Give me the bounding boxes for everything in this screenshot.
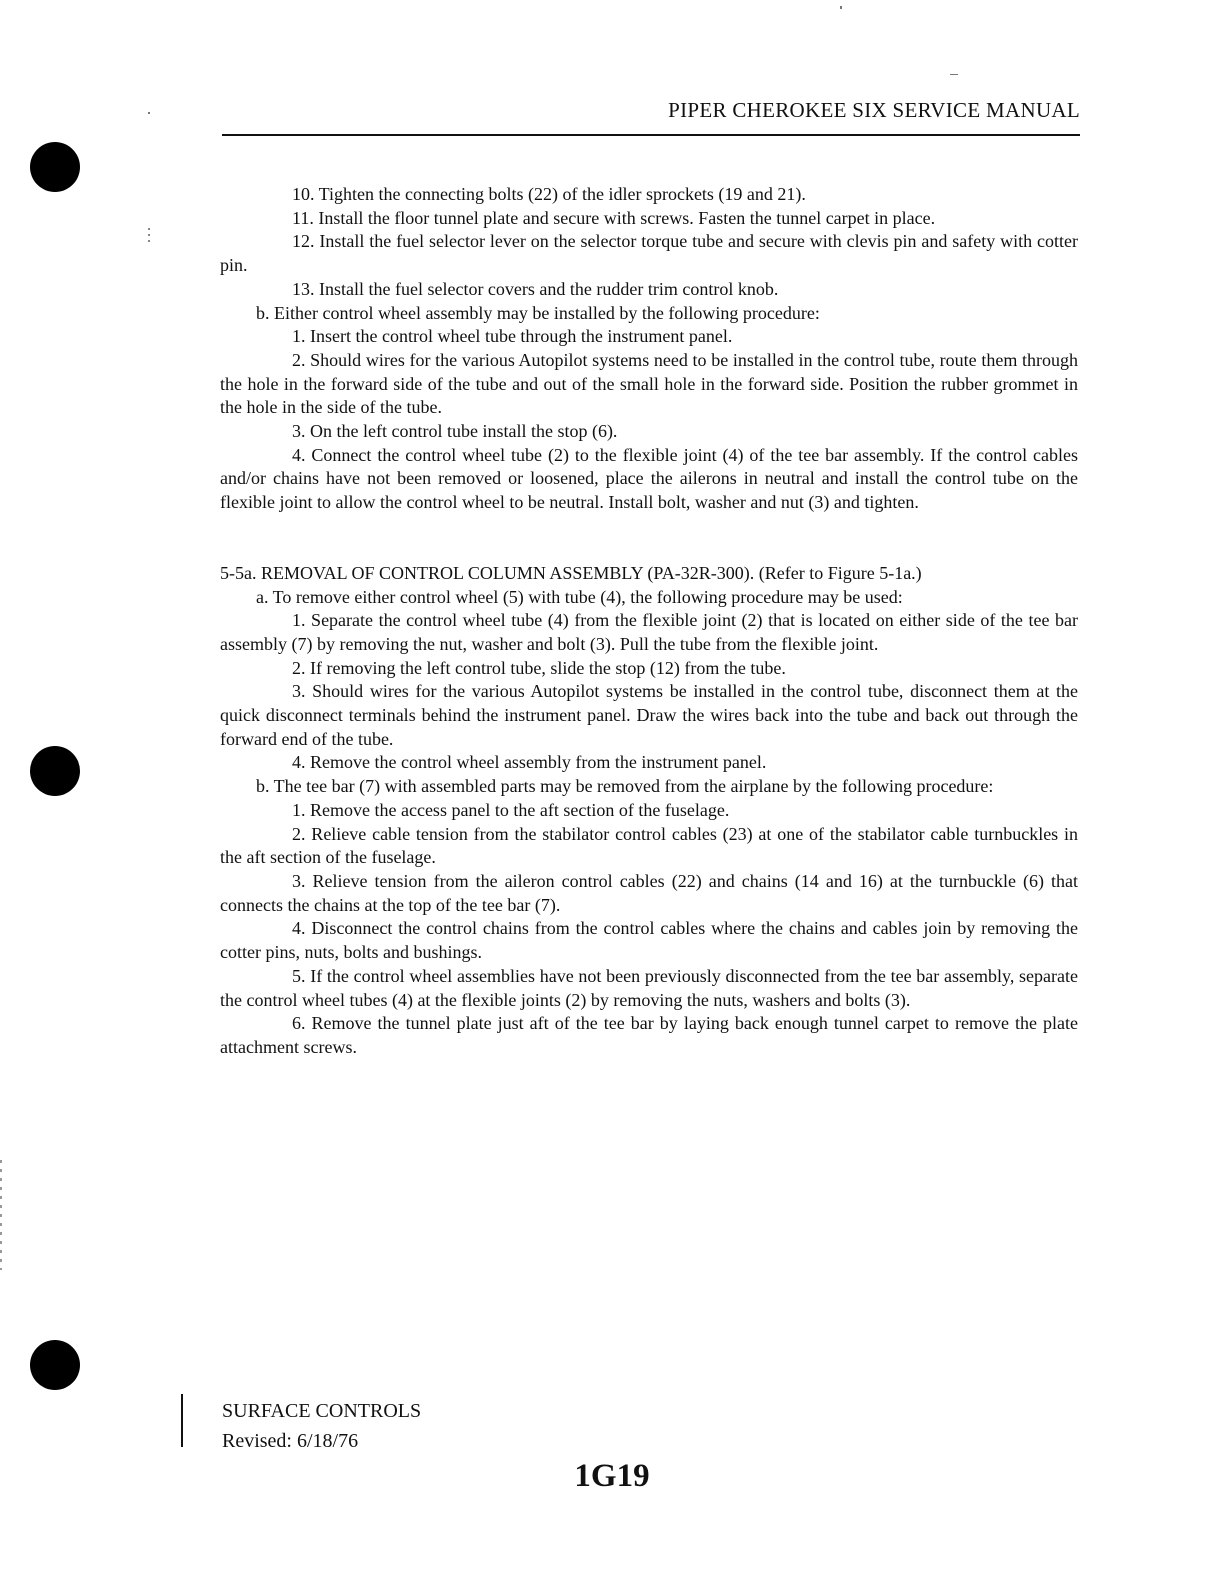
scan-speck [148, 112, 150, 114]
substep-paragraph: b. Either control wheel assembly may be installed by the following procedure: [256, 302, 820, 323]
revision-bar [181, 1394, 183, 1447]
manual-title: PIPER CHEROKEE SIX SERVICE MANUAL [668, 98, 1080, 122]
scan-speck [840, 6, 842, 9]
step-paragraph: 4. Disconnect the control chains from the control cables where the chains and cables join by removing the cotter pins, nuts, bolts and bushings. [220, 918, 1078, 963]
header-divider [222, 134, 1080, 136]
page-footer [222, 1396, 421, 1456]
scan-speck [148, 228, 150, 242]
page-header [222, 96, 1080, 136]
step-paragraph: 1. Remove the access panel to the aft section of the fuselage. [292, 799, 730, 820]
step-paragraph: 1. Separate the control wheel tube (4) from the flexible joint (2) that is located on either side of the tee bar assembly (7) by removing the nut, washer and bolt (3). Pull the tube from the flexible joint. [220, 610, 1078, 654]
step-paragraph: 10. Tighten the connecting bolts (22) of the idler sprockets (19 and 21). [292, 184, 806, 204]
step-paragraph: 3. Relieve tension from the aileron control cables (22) and chains (14 and 16) at the turnbuckle (6) that connects the chains at the top of the tee bar (7). [220, 870, 1078, 915]
binder-hole-icon [30, 746, 80, 796]
step-paragraph: 4. Remove the control wheel assembly from the instrument panel. [292, 752, 767, 773]
step-paragraph: 12. Install the fuel selector lever on the selector torque tube and secure with clevis pin and safety with cotter pin. [220, 231, 1078, 276]
step-paragraph: 2. Relieve cable tension from the stabilator control cables (23) at one of the stabilator cable turnbuckles in the aft section of the fuselage. [220, 823, 1078, 868]
scan-edge-line [0, 1160, 2, 1270]
section-spacer [220, 515, 1078, 562]
step-paragraph: 4. Connect the control wheel tube (2) to the flexible joint (4) of the tee bar assembly. If the control cables and/or chains have not been removed or loosened, place the ailerons in neutral and install the control tube on the flexible joint to allow the control wheel to be neutral. Install bolt, washer and nut (3) and tighten. [220, 444, 1078, 513]
step-paragraph: 11. Install the floor tunnel plate and secure with screws. Fasten the tunnel carpet in place. [292, 207, 936, 228]
page-number: 1G19 [574, 1458, 650, 1494]
substep-paragraph: b. The tee bar (7) with assembled parts may be removed from the airplane by the following procedure: [256, 776, 994, 797]
binder-hole-icon [30, 1340, 80, 1390]
step-paragraph: 13. Install the fuel selector covers and the rudder trim control knob. [292, 278, 779, 299]
scan-speck [950, 74, 958, 75]
document-body [220, 183, 1078, 1060]
step-paragraph: 5. If the control wheel assemblies have not been previously disconnected from the tee bar assembly, separate the control wheel tubes (4) at the flexible joints (2) by removing the nuts, washers and bolts (3). [220, 965, 1078, 1010]
step-paragraph: 2. If removing the left control tube, slide the stop (12) from the tube. [292, 657, 786, 678]
step-paragraph: 6. Remove the tunnel plate just aft of the tee bar by laying back enough tunnel carpet to remove the plate attachment screws. [220, 1013, 1078, 1057]
substep-paragraph: a. To remove either control wheel (5) with tube (4), the following procedure may be used: [256, 586, 903, 607]
step-paragraph: 3. Should wires for the various Autopilot systems be installed in the control tube, disconnect them at the quick disconnect terminals behind the instrument panel. Draw the wires back into the tube and back out through the forward end of the tube. [220, 681, 1078, 749]
step-paragraph: 1. Insert the control wheel tube through the instrument panel. [292, 326, 733, 347]
step-paragraph: 3. On the left control tube install the stop (6). [292, 421, 618, 442]
footer-section: SURFACE CONTROLS [222, 1400, 422, 1422]
step-paragraph: 2. Should wires for the various Autopilot systems need to be installed in the control tube, route them through the hole in the forward side of the tube and out of the small hole in the forward side. Position the rubber grommet in the hole in the side of the tube. [220, 349, 1078, 418]
section-heading: 5-5a. REMOVAL OF CONTROL COLUMN ASSEMBLY (PA-32R-300). (Refer to Figure 5-1a.) [220, 562, 922, 583]
footer-revised: Revised: 6/18/76 [222, 1430, 359, 1452]
binder-hole-icon [30, 142, 80, 192]
